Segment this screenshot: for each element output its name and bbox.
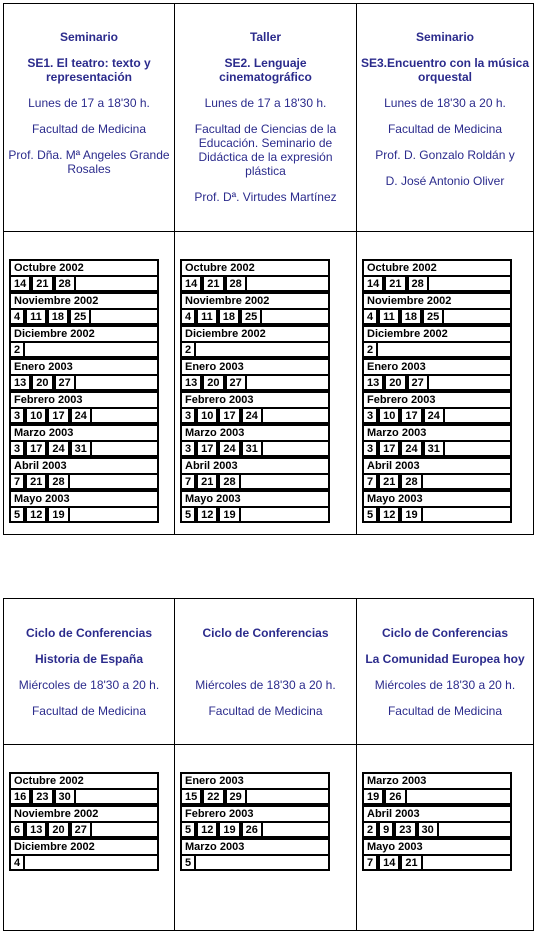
calendar-day: 13 bbox=[25, 823, 47, 838]
professor-text: Prof. Dª. Virtudes Martínez bbox=[194, 190, 337, 204]
professor-text: Prof. D. Gonzalo Roldán y bbox=[375, 148, 515, 162]
calendar-day: 31 bbox=[241, 442, 263, 457]
calendar-day: 13 bbox=[362, 376, 384, 391]
calendar-days-row bbox=[362, 409, 512, 424]
calendar-month-label: Febrero 2003 bbox=[180, 391, 330, 409]
calendar-day: 19 bbox=[218, 508, 240, 523]
seminar-title: SE1. El teatro: texto y representación bbox=[27, 56, 151, 84]
calendar-day: 14 bbox=[180, 277, 202, 292]
calendar-row-filler bbox=[70, 475, 159, 490]
top-schedule-table bbox=[3, 3, 534, 535]
calendar-days-row bbox=[362, 442, 512, 457]
calendar-day: 27 bbox=[407, 376, 429, 391]
calendar-row-filler bbox=[429, 376, 512, 391]
bottom-col-3-calendar bbox=[357, 745, 534, 931]
calendar-day: 30 bbox=[54, 790, 76, 805]
professor-text: Prof. Dña. Mª Angeles Grande Rosales bbox=[8, 148, 170, 176]
calendar bbox=[362, 772, 512, 871]
calendar-day: 4 bbox=[9, 856, 25, 871]
calendar-day: 24 bbox=[400, 442, 422, 457]
calendar-row-filler bbox=[247, 790, 330, 805]
calendar bbox=[180, 259, 330, 523]
calendar-month-label: Noviembre 2002 bbox=[9, 805, 159, 823]
calendar-month-label: Enero 2003 bbox=[180, 772, 330, 790]
calendar-day: 14 bbox=[362, 277, 384, 292]
top-col-3-header bbox=[357, 4, 534, 232]
calendar-day: 14 bbox=[378, 856, 400, 871]
calendar-days-row bbox=[180, 376, 330, 391]
calendar-row-filler bbox=[429, 277, 512, 292]
calendar-days-row bbox=[180, 508, 330, 523]
calendar-days-row bbox=[9, 856, 159, 871]
calendar-day: 4 bbox=[9, 310, 25, 325]
top-col-1-header bbox=[4, 4, 175, 232]
calendar-day: 28 bbox=[407, 277, 429, 292]
calendar-day: 27 bbox=[225, 376, 247, 391]
bottom-col-1-calendar bbox=[4, 745, 175, 931]
calendar-month-label: Mayo 2003 bbox=[362, 490, 512, 508]
calendar-days-row bbox=[362, 823, 512, 838]
calendar-day: 29 bbox=[225, 790, 247, 805]
calendar-day: 16 bbox=[9, 790, 31, 805]
calendar-day: 17 bbox=[378, 442, 400, 457]
venue-text: Facultad de Medicina bbox=[387, 704, 503, 718]
calendar-day: 26 bbox=[241, 823, 263, 838]
calendar bbox=[180, 772, 330, 871]
calendar-row-filler bbox=[263, 442, 330, 457]
calendar-day: 11 bbox=[25, 310, 47, 325]
calendar-day: 7 bbox=[9, 475, 25, 490]
calendar-days-row bbox=[180, 790, 330, 805]
calendar-day: 10 bbox=[378, 409, 400, 424]
schedule-text: Lunes de 17 a 18'30 h. bbox=[28, 96, 150, 110]
calendar-row-filler bbox=[263, 409, 330, 424]
calendar-row-filler bbox=[241, 508, 330, 523]
calendar-day: 15 bbox=[180, 790, 202, 805]
calendar-day: 3 bbox=[9, 442, 25, 457]
calendar-row-filler bbox=[444, 310, 512, 325]
calendar-day: 21 bbox=[202, 277, 224, 292]
calendar-day: 11 bbox=[196, 310, 218, 325]
calendar-row-filler bbox=[407, 790, 513, 805]
venue-text: Facultad de Ciencias de la Educación. Seminario de Didáctica de la expresión plástica bbox=[194, 122, 337, 178]
calendar-row-filler bbox=[263, 823, 330, 838]
calendar-day: 17 bbox=[47, 409, 69, 424]
calendar-day: 5 bbox=[180, 856, 196, 871]
calendar-day: 6 bbox=[9, 823, 25, 838]
calendar-day: 26 bbox=[384, 790, 406, 805]
calendar-month-label: Marzo 2003 bbox=[180, 424, 330, 442]
bottom-col-2-calendar bbox=[175, 745, 357, 931]
bottom-col-1-header bbox=[4, 599, 175, 745]
calendar-month-label: Mayo 2003 bbox=[362, 838, 512, 856]
calendar-day: 25 bbox=[422, 310, 444, 325]
calendar-month-label: Mayo 2003 bbox=[9, 490, 159, 508]
calendar-day: 28 bbox=[47, 475, 69, 490]
calendar-day: 19 bbox=[362, 790, 384, 805]
calendar bbox=[9, 259, 159, 523]
calendar-day: 21 bbox=[31, 277, 53, 292]
calendar-day: 10 bbox=[196, 409, 218, 424]
calendar-day: 30 bbox=[417, 823, 439, 838]
calendar-day: 7 bbox=[362, 475, 378, 490]
top-col-2-header bbox=[175, 4, 357, 232]
calendar bbox=[362, 259, 512, 523]
calendar-row-filler bbox=[423, 475, 512, 490]
bottom-schedule-table bbox=[3, 598, 534, 931]
calendar-days-row bbox=[362, 856, 512, 871]
calendar-days-row bbox=[180, 475, 330, 490]
calendar-days-row bbox=[362, 376, 512, 391]
calendar-month-label: Diciembre 2002 bbox=[180, 325, 330, 343]
calendar-day: 28 bbox=[54, 277, 76, 292]
calendar-days-row bbox=[9, 409, 159, 424]
calendar-day: 19 bbox=[218, 823, 240, 838]
calendar-day: 25 bbox=[69, 310, 91, 325]
top-col-1-calendar bbox=[4, 232, 175, 535]
calendar-days-row bbox=[180, 856, 330, 871]
venue-text: Facultad de Medicina bbox=[208, 704, 323, 718]
calendar-day: 2 bbox=[362, 343, 378, 358]
calendar-month-label: Octubre 2002 bbox=[9, 259, 159, 277]
calendar-day: 20 bbox=[31, 376, 53, 391]
calendar-row-filler bbox=[247, 277, 330, 292]
calendar-day: 17 bbox=[196, 442, 218, 457]
calendar-row-filler bbox=[92, 823, 159, 838]
calendar-month-label: Abril 2003 bbox=[9, 457, 159, 475]
calendar-day: 5 bbox=[180, 508, 196, 523]
calendar-day: 31 bbox=[423, 442, 445, 457]
type-label: Ciclo de Conferencias bbox=[25, 626, 153, 640]
calendar-month-label: Octubre 2002 bbox=[180, 259, 330, 277]
calendar-day: 18 bbox=[218, 310, 240, 325]
calendar-days-row bbox=[362, 790, 512, 805]
calendar-month-label: Febrero 2003 bbox=[180, 805, 330, 823]
calendar-day: 2 bbox=[9, 343, 25, 358]
calendar-days-row bbox=[9, 508, 159, 523]
calendar-day: 21 bbox=[25, 475, 47, 490]
calendar-days-row bbox=[362, 508, 512, 523]
type-label: Ciclo de Conferencias bbox=[202, 626, 329, 640]
calendar-day: 21 bbox=[196, 475, 218, 490]
calendar-day: 2 bbox=[362, 823, 378, 838]
seminar-title: SE2. Lenguaje cinematográfico bbox=[219, 56, 312, 84]
cycle-title: La Comunidad Europea hoy bbox=[365, 652, 525, 666]
calendar-month-label: Noviembre 2002 bbox=[180, 292, 330, 310]
calendar-days-row bbox=[180, 310, 330, 325]
calendar-day: 14 bbox=[9, 277, 31, 292]
calendar-day: 18 bbox=[400, 310, 422, 325]
type-label: Seminario bbox=[59, 30, 119, 44]
calendar-row-filler bbox=[70, 508, 159, 523]
calendar-month-label: Febrero 2003 bbox=[9, 391, 159, 409]
calendar-row-filler bbox=[25, 856, 159, 871]
calendar-month-label: Marzo 2003 bbox=[362, 772, 512, 790]
calendar-day: 10 bbox=[25, 409, 47, 424]
calendar-day: 24 bbox=[47, 442, 69, 457]
schedule-text: Lunes de 18'30 a 20 h. bbox=[384, 96, 506, 110]
calendar-day: 20 bbox=[47, 823, 69, 838]
calendar-day: 21 bbox=[400, 856, 422, 871]
calendar-month-label: Abril 2003 bbox=[362, 805, 512, 823]
calendar-day: 23 bbox=[394, 823, 416, 838]
calendar-day: 4 bbox=[362, 310, 378, 325]
calendar-row-filler bbox=[378, 343, 512, 358]
calendar-row-filler bbox=[196, 856, 330, 871]
calendar-row-filler bbox=[92, 442, 159, 457]
calendar-month-label: Diciembre 2002 bbox=[9, 838, 159, 856]
type-label: Seminario bbox=[415, 30, 475, 44]
calendar-day: 3 bbox=[180, 409, 196, 424]
calendar-row-filler bbox=[247, 376, 330, 391]
calendar-row-filler bbox=[76, 277, 159, 292]
calendar-row-filler bbox=[196, 343, 330, 358]
calendar-day: 21 bbox=[384, 277, 406, 292]
calendar-month-label: Mayo 2003 bbox=[180, 490, 330, 508]
calendar-row-filler bbox=[439, 823, 512, 838]
calendar-row-filler bbox=[262, 310, 330, 325]
calendar-day: 21 bbox=[378, 475, 400, 490]
calendar-days-row bbox=[9, 790, 159, 805]
calendar-month-label: Octubre 2002 bbox=[9, 772, 159, 790]
calendar-month-label: Marzo 2003 bbox=[9, 424, 159, 442]
calendar-days-row bbox=[180, 823, 330, 838]
calendar-row-filler bbox=[25, 343, 159, 358]
venue-text: Facultad de Medicina bbox=[31, 704, 147, 718]
calendar-days-row bbox=[9, 442, 159, 457]
calendar-day: 7 bbox=[180, 475, 196, 490]
calendar-day: 28 bbox=[225, 277, 247, 292]
calendar-month-label: Abril 2003 bbox=[362, 457, 512, 475]
cycle-title: Historia de España bbox=[34, 652, 144, 666]
calendar-day: 24 bbox=[423, 409, 445, 424]
calendar-day: 13 bbox=[9, 376, 31, 391]
calendar-month-label: Enero 2003 bbox=[180, 358, 330, 376]
calendar-day: 17 bbox=[25, 442, 47, 457]
calendar-days-row bbox=[9, 475, 159, 490]
calendar-row-filler bbox=[241, 475, 330, 490]
calendar-day: 3 bbox=[362, 409, 378, 424]
bottom-col-3-header bbox=[357, 599, 534, 745]
calendar-days-row bbox=[362, 343, 512, 358]
venue-text: Facultad de Medicina bbox=[387, 122, 503, 136]
bottom-col-2-header bbox=[175, 599, 357, 745]
calendar-day: 25 bbox=[240, 310, 262, 325]
calendar-days-row bbox=[362, 277, 512, 292]
calendar-day: 12 bbox=[378, 508, 400, 523]
calendar-row-filler bbox=[91, 310, 159, 325]
calendar-days-row bbox=[180, 442, 330, 457]
calendar-row-filler bbox=[92, 409, 159, 424]
calendar-month-label: Marzo 2003 bbox=[180, 838, 330, 856]
calendar-days-row bbox=[180, 277, 330, 292]
calendar-day: 9 bbox=[378, 823, 394, 838]
schedule-text: Miércoles de 18'30 a 20 h. bbox=[195, 678, 336, 692]
calendar-day: 31 bbox=[70, 442, 92, 457]
calendar-month-label: Diciembre 2002 bbox=[9, 325, 159, 343]
calendar-day: 24 bbox=[70, 409, 92, 424]
calendar-day: 3 bbox=[180, 442, 196, 457]
calendar-month-label: Diciembre 2002 bbox=[362, 325, 512, 343]
calendar-row-filler bbox=[445, 409, 512, 424]
calendar-day: 4 bbox=[180, 310, 196, 325]
calendar-month-label: Marzo 2003 bbox=[362, 424, 512, 442]
calendar-day: 28 bbox=[218, 475, 240, 490]
calendar-day: 2 bbox=[180, 343, 196, 358]
calendar-row-filler bbox=[423, 856, 512, 871]
calendar-month-label: Abril 2003 bbox=[180, 457, 330, 475]
calendar-row-filler bbox=[423, 508, 512, 523]
calendar-days-row bbox=[9, 310, 159, 325]
calendar-day: 3 bbox=[362, 442, 378, 457]
calendar-days-row bbox=[9, 277, 159, 292]
schedule-text: Miércoles de 18'30 a 20 h. bbox=[374, 678, 516, 692]
calendar-day: 12 bbox=[196, 508, 218, 523]
calendar-day: 22 bbox=[202, 790, 224, 805]
calendar-day: 19 bbox=[400, 508, 422, 523]
calendar-day: 20 bbox=[384, 376, 406, 391]
calendar-month-label: Noviembre 2002 bbox=[9, 292, 159, 310]
calendar-day: 11 bbox=[378, 310, 400, 325]
schedule-text: Lunes de 17 a 18'30 h. bbox=[204, 96, 327, 110]
calendar-days-row bbox=[180, 343, 330, 358]
calendar-month-label: Enero 2003 bbox=[362, 358, 512, 376]
calendar-days-row bbox=[362, 310, 512, 325]
schedule-text: Miércoles de 18'30 a 20 h. bbox=[18, 678, 160, 692]
calendar-days-row bbox=[180, 409, 330, 424]
calendar bbox=[9, 772, 159, 871]
seminar-title: SE3.Encuentro con la música orquestal bbox=[360, 56, 530, 84]
calendar-days-row bbox=[9, 343, 159, 358]
calendar-month-label: Enero 2003 bbox=[9, 358, 159, 376]
calendar-day: 7 bbox=[362, 856, 378, 871]
calendar-day: 18 bbox=[47, 310, 69, 325]
calendar-day: 28 bbox=[400, 475, 422, 490]
calendar-day: 5 bbox=[362, 508, 378, 523]
calendar-day: 17 bbox=[218, 409, 240, 424]
type-label: Taller bbox=[249, 30, 282, 44]
calendar-row-filler bbox=[76, 376, 159, 391]
calendar-day: 3 bbox=[9, 409, 25, 424]
calendar-row-filler bbox=[445, 442, 512, 457]
calendar-day: 17 bbox=[400, 409, 422, 424]
top-col-3-calendar bbox=[357, 232, 534, 535]
calendar-month-label: Octubre 2002 bbox=[362, 259, 512, 277]
calendar-row-filler bbox=[76, 790, 159, 805]
calendar-day: 12 bbox=[196, 823, 218, 838]
venue-text: Facultad de Medicina bbox=[31, 122, 147, 136]
calendar-day: 27 bbox=[54, 376, 76, 391]
calendar-day: 24 bbox=[241, 409, 263, 424]
calendar-day: 5 bbox=[9, 508, 25, 523]
calendar-day: 20 bbox=[202, 376, 224, 391]
calendar-day: 23 bbox=[31, 790, 53, 805]
calendar-day: 13 bbox=[180, 376, 202, 391]
calendar-day: 24 bbox=[218, 442, 240, 457]
type-label: Ciclo de Conferencias bbox=[381, 626, 509, 640]
top-col-2-calendar bbox=[175, 232, 357, 535]
calendar-day: 19 bbox=[47, 508, 69, 523]
calendar-day: 12 bbox=[25, 508, 47, 523]
calendar-month-label: Noviembre 2002 bbox=[362, 292, 512, 310]
calendar-day: 27 bbox=[70, 823, 92, 838]
professor-text-2: D. José Antonio Oliver bbox=[385, 174, 505, 188]
calendar-days-row bbox=[9, 823, 159, 838]
calendar-month-label: Febrero 2003 bbox=[362, 391, 512, 409]
calendar-days-row bbox=[9, 376, 159, 391]
calendar-day: 5 bbox=[180, 823, 196, 838]
calendar-days-row bbox=[362, 475, 512, 490]
